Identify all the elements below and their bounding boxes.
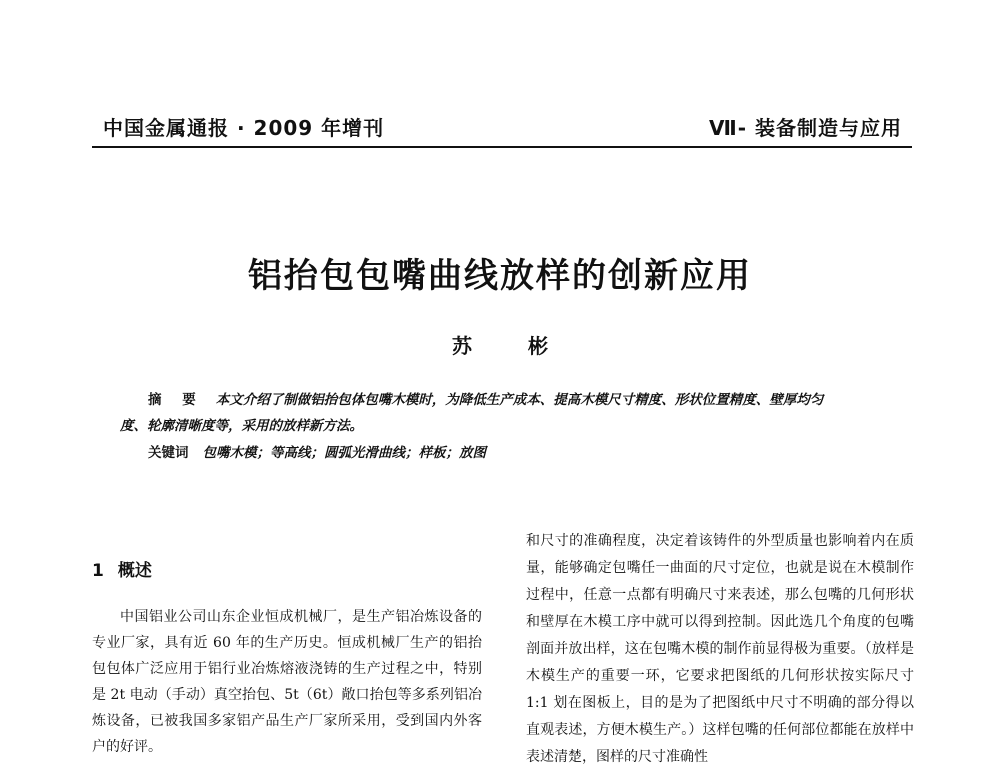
section-title: 概述 <box>117 561 152 581</box>
section-paragraph: 中国铝业公司山东企业恒成机械厂，是生产铝冶炼设备的专业厂家，具有近 60 年的生产历史。恒成机械厂生产的铝抬包包体广泛应用于铝行业冶炼熔液浇铸的生产过程之中，特别是 2t 电动（手动）真空抬包、5t（6t）敞口抬包等多系列铝冶炼设备，已被我国多家铝产品生产厂家所采用，受到国内外客户的好评。 <box>92 609 482 755</box>
abstract-text-2: 度、轮廓清晰度等，采用的放样新方法。 <box>120 418 363 434</box>
right-column-paragraph: 和尺寸的准确程度，决定着该铸件的外型质量也影响着内在质量，能够确定包嘴任一曲面的尺寸定位，也就是说在木模制作过程中，任意一点都有明确尺寸来表述，那么包嘴的几何形状和壁厚在木模工序中就可以得到控制。因此选几个角度的包嘴剖面并放出样，这在包嘴木模的制作前显得极为重要。（放样是木模生产的重要一环，它要求把图纸的几何形状按实际尺寸 1:1 划在图板上，目的是为了把图纸中尺寸不明确的部分得以直观表述，方便木模生产。）这样包嘴的任何部位都能在放样中表述清楚，图样的尺寸准确性 <box>526 533 914 765</box>
right-column <box>526 528 914 771</box>
article-author: 苏 彬 <box>452 334 566 358</box>
keywords-text: 包嘴木模；等高线；圆弧光滑曲线；样板；放图 <box>202 445 486 461</box>
keywords-label: 关键词 <box>148 445 189 461</box>
keywords <box>148 440 908 466</box>
article-title: 铝抬包包嘴曲线放样的创新应用 <box>248 256 752 296</box>
abstract-label: 摘 要 <box>148 392 204 408</box>
running-header-journal: 中国金属通报 · 2009 年增刊 <box>103 116 385 140</box>
abstract-text-1: 本文介绍了制做铝抬包体包嘴木模时，为降低生产成本、提高木模尺寸精度、形状位置精度、壁厚均匀 <box>215 392 824 408</box>
header-rule <box>92 146 912 148</box>
abstract-first-line <box>120 387 900 413</box>
running-header-section: Ⅶ- 装备制造与应用 <box>709 116 902 140</box>
section-number: 1 <box>92 561 104 581</box>
section-heading <box>92 558 482 584</box>
abstract <box>120 387 900 439</box>
left-column <box>92 558 482 760</box>
